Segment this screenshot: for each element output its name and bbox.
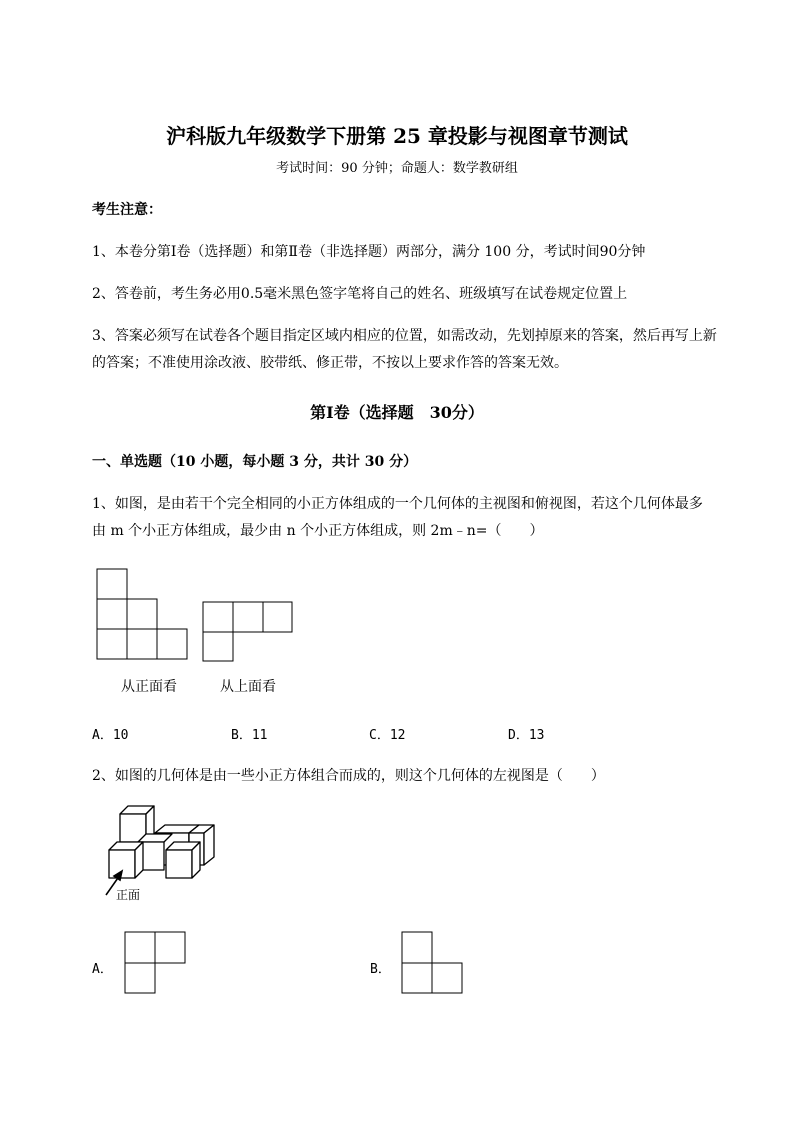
q1-option-a: A．10 [92,728,129,743]
notice-item-2: 2、答卷前，考生务必用0.5毫米黑色签字笔将自己的姓名、班级填写在试卷规定位置上 [92,286,628,302]
q1-option-d: D．13 [508,728,545,743]
section-title: 第Ⅰ卷（选择题 30分） [310,403,484,422]
q1-top-view-figure [202,601,294,663]
notice-item-3-continued: 的答案；不准使用涂改液、胶带纸、修正带，不按以上要求作答的答案无效。 [92,355,568,371]
q2-option-a: A． [92,962,113,977]
page-subtitle: 考试时间：90 分钟；命题人：数学教研组 [276,161,518,176]
q1-front-view-figure [96,568,190,660]
q2-option-a-figure [124,931,186,995]
notice-item-3: 3、答案必须写在试卷各个题目指定区域内相应的位置，如需改动，先划掉原来的答案，然后再写上新 [92,328,717,344]
q2-option-b: B． [370,962,391,977]
q1-option-c: C．12 [369,728,406,743]
q1-text-line1: 1、如图，是由若干个完全相同的小正方体组成的一个几何体的主视图和俯视图，若这个几何体最多 [92,496,703,512]
q2-text: 2、如图的几何体是由一些小正方体组合而成的，则这个几何体的左视图是（ ） [92,768,605,784]
q1-caption-top: 从上面看 [220,679,276,695]
q2-option-b-figure [401,931,465,995]
part-title: 一、单选题（10 小题，每小题 3 分，共计 30 分） [92,454,418,470]
q1-option-b: B．11 [231,728,268,743]
q2-front-label: 正面 [116,888,141,902]
page-title: 沪科版九年级数学下册第 25 章投影与视图章节测试 [166,124,628,148]
notice-heading: 考生注意： [92,202,162,218]
q1-text-line2: 由 m 个小正方体组成，最少由 n 个小正方体组成，则 2m﹣n=（ ） [92,523,544,539]
q1-caption-front: 从正面看 [121,679,177,695]
notice-item-1: 1、本卷分第Ⅰ卷（选择题）和第Ⅱ卷（非选择题）两部分，满分 100 分，考试时间90分钟 [92,244,646,260]
